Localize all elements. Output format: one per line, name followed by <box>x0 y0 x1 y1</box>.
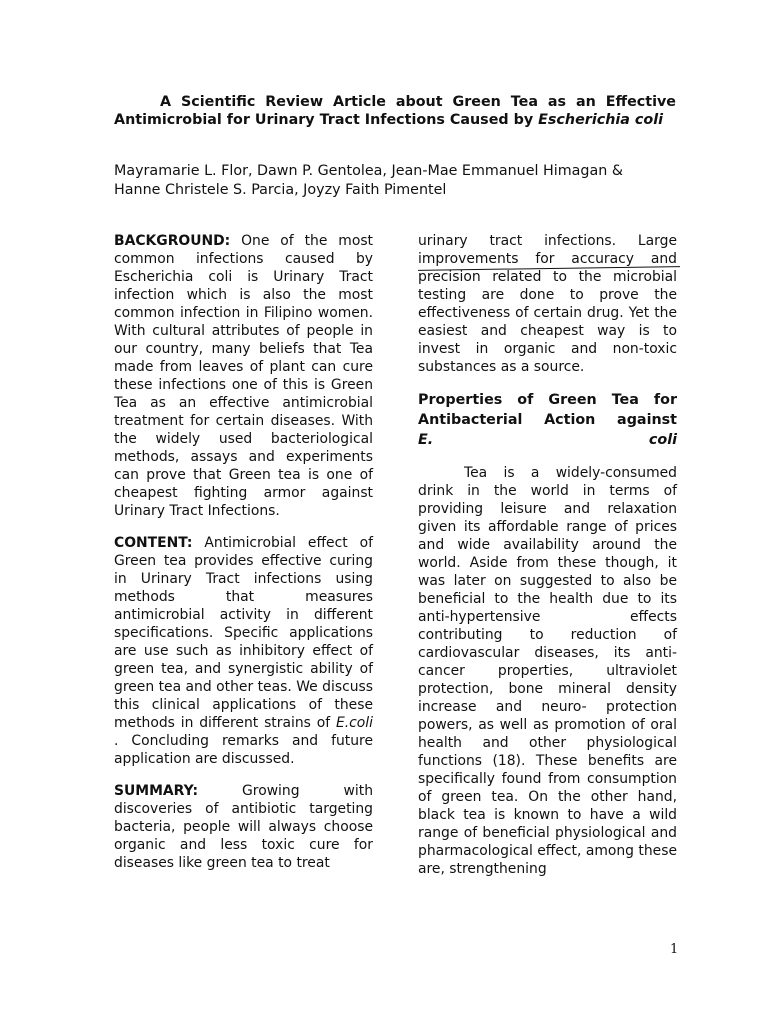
title-italic-species: Escherichia coli <box>538 112 663 128</box>
page-number: 1 <box>670 942 679 957</box>
content-italic-species: E.coli <box>335 715 373 731</box>
summary-text: Growing with discoveries of antibiotic targeting bacteria, people will always choose organic and less toxic cure for diseases like green tea to treat <box>114 783 373 871</box>
content-paragraph <box>114 534 373 768</box>
background-text: One of the most common infections caused by Escherichia coli is Urinary Tract infection which is also the most common infection in Filipino women. With cultural attributes of people in our country, many beliefs that Tea made from leaves of plant can cure these infections one of this is Green Tea as an effective antimicrobial treatment for certain diseases. With the widely used bacteriological methods, assays and experiments can prove that Green tea is one of cheapest fighting armor against Urinary Tract Infections. <box>114 233 373 519</box>
title-text: A Scientific Review Article about Green Tea as an Effective Antimicrobial for Urinary Tract Infections Caused by <box>114 94 676 128</box>
content-label: CONTENT: <box>114 535 193 551</box>
section-body: Tea is a widely-consumed drink in the world in terms of providing leisure and relaxation given its affordable range of prices and wide availability around the world. Aside from these though, it was later on suggested to also be beneficial to the health due to its anti-hypertensive effects contributing to reduction of cardiovascular diseases, its anti- cancer properties, ultraviolet protection, bone mineral density increase and neuro- protection powers, as well as promotion of oral health and other physiological functions (18). These benefits are specifically found from consumption of green tea. On the other hand, black tea is known to have a wild range of beneficial physiological and pharmacological effect, among these are, strengthening <box>418 465 677 877</box>
background-label: BACKGROUND: <box>114 233 231 249</box>
authors-line-2: Hanne Christele S. Parcia, Joyzy Faith Pimentel <box>114 182 447 198</box>
content-text-a: Antimicrobial effect of Green tea provides effective curing in Urinary Tract infections using methods that measures antimicrobial activity in different specifications. Specific applications are use such as inhibitory effect of green tea, and synergistic ability of green tea and other teas. We discuss this clinical applications of these methods in different strains of <box>114 535 373 731</box>
content-text-b: . Concluding remarks and future application are discussed. <box>114 733 373 767</box>
summary-continuation: urinary tract infections. Large improvements for accuracy and precision related to the microbial testing are done to prove the effectiveness of certain drug. Yet the easiest and cheapest way is to invest in organic and non-toxic substances as a source. <box>418 233 677 375</box>
left-column <box>114 232 373 886</box>
right-column <box>418 232 677 892</box>
authors-line-1: Mayramarie L. Flor, Dawn P. Gentolea, Jean-Mae Emmanuel Himagan & <box>114 163 624 179</box>
summary-paragraph <box>114 782 373 872</box>
section-heading <box>418 390 677 450</box>
section-heading-italic: E. coli <box>418 432 677 448</box>
section-heading-text: Properties of Green Tea for Antibacterial Action against <box>418 392 677 428</box>
background-paragraph <box>114 232 373 520</box>
author-list <box>114 162 676 200</box>
summary-label: SUMMARY: <box>114 783 199 799</box>
article-title <box>114 93 676 129</box>
